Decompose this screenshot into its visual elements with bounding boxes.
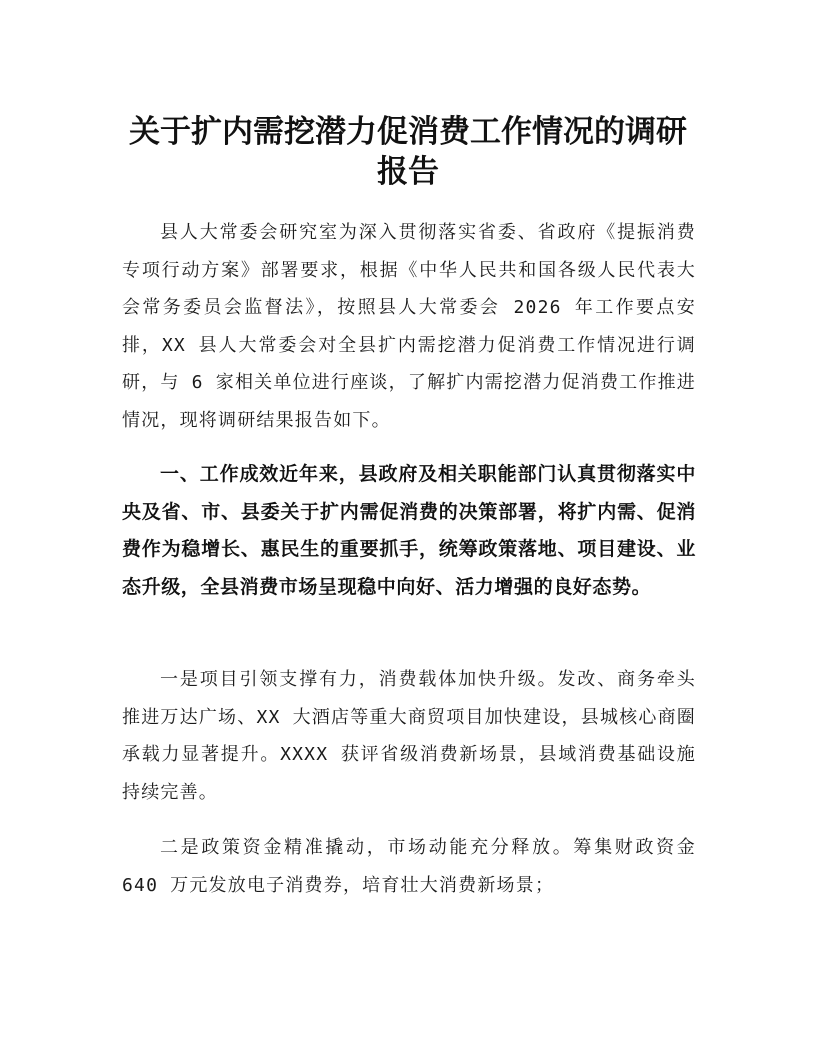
document-title: 关于扩内需挖潜力促消费工作情况的调研报告	[129, 114, 687, 190]
section-heading-paragraph: 一、工作成效近年来，县政府及相关职能部门认真贯彻落实中央及省、市、县委关于扩内需促消费的决策部署，将扩内需、促消费作为稳增长、惠民生的重要抓手，统筹政策落地、项目建设、业态升级，全县消费市场呈现稳中向好、活力增强的良好态势。	[122, 463, 696, 598]
point-one-paragraph: 一是项目引领支撑有力，消费载体加快升级。发改、商务牵头推进万达广场、XX 大酒店等重大商贸项目加快建设，县城核心商圈承载力显著提升。XXXX 获评省级消费新场景，县域消费基础设施持续完善。	[122, 669, 696, 803]
intro-paragraph: 县人大常委会研究室为深入贯彻落实省委、省政府《提振消费专项行动方案》部署要求，根据《中华人民共和国各级人民代表大会常务委员会监督法》，按照县人大常委会 2026 年工作要点安排，XX 县人大常委会对全县扩内需挖潜力促消费工作情况进行调研，与 6 家相关单位进行座谈，了解扩内需挖潜力促消费工作推进情况，现将调研结果报告如下。	[122, 222, 696, 431]
point-two-paragraph: 二是政策资金精准撬动，市场动能充分释放。筹集财政资金 640 万元发放电子消费券，培育壮大消费新场景；	[122, 837, 696, 896]
